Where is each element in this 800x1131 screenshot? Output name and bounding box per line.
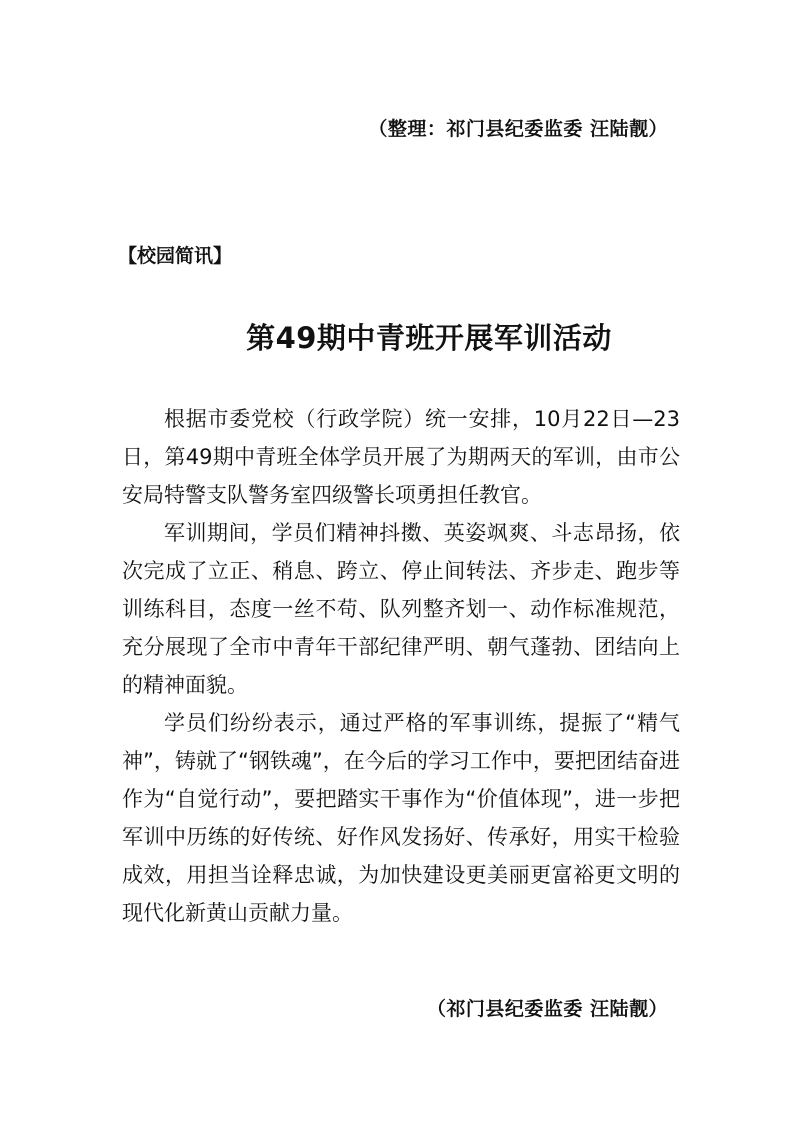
section-tag: 【校园简讯】 <box>118 245 233 267</box>
paragraph-1: 根据市委党校（行政学院）统一安排，10月22日—23日，第49期中青班全体学员开展了为期两天的军训，由市公安局特警支队警务室四级警长项勇担任教官。 <box>122 407 680 507</box>
article-body <box>122 400 680 932</box>
compiler-credit: （整理：祁门县纪委监委 汪陆靓） <box>368 118 668 140</box>
paragraph-3: 学员们纷纷表示，通过严格的军事训练，提振了“精气神”，铸就了“钢铁魂”，在今后的学习工作中，要把团结奋进作为“自觉行动”，要把踏实干事作为“价值体现”，进一步把军训中历练的好传统、好作风发扬好、传承好，用实干检验成效，用担当诠释忠诚，为加快建设更美丽更富裕更文明的现代化新黄山贡献力量。 <box>122 711 680 925</box>
author-credit: （祁门县纪委监委 汪陆靓） <box>426 998 668 1020</box>
paragraph-2: 军训期间，学员们精神抖擞、英姿飒爽、斗志昂扬，依次完成了立正、稍息、跨立、停止间转法、齐步走、跑步等训练科目，态度一丝不苟、队列整齐划一、动作标准规范，充分展现了全市中青年干部纪律严明、朝气蓬勃、团结向上的精神面貌。 <box>122 521 680 697</box>
article-headline: 第49期中青班开展军训活动 <box>246 321 612 355</box>
